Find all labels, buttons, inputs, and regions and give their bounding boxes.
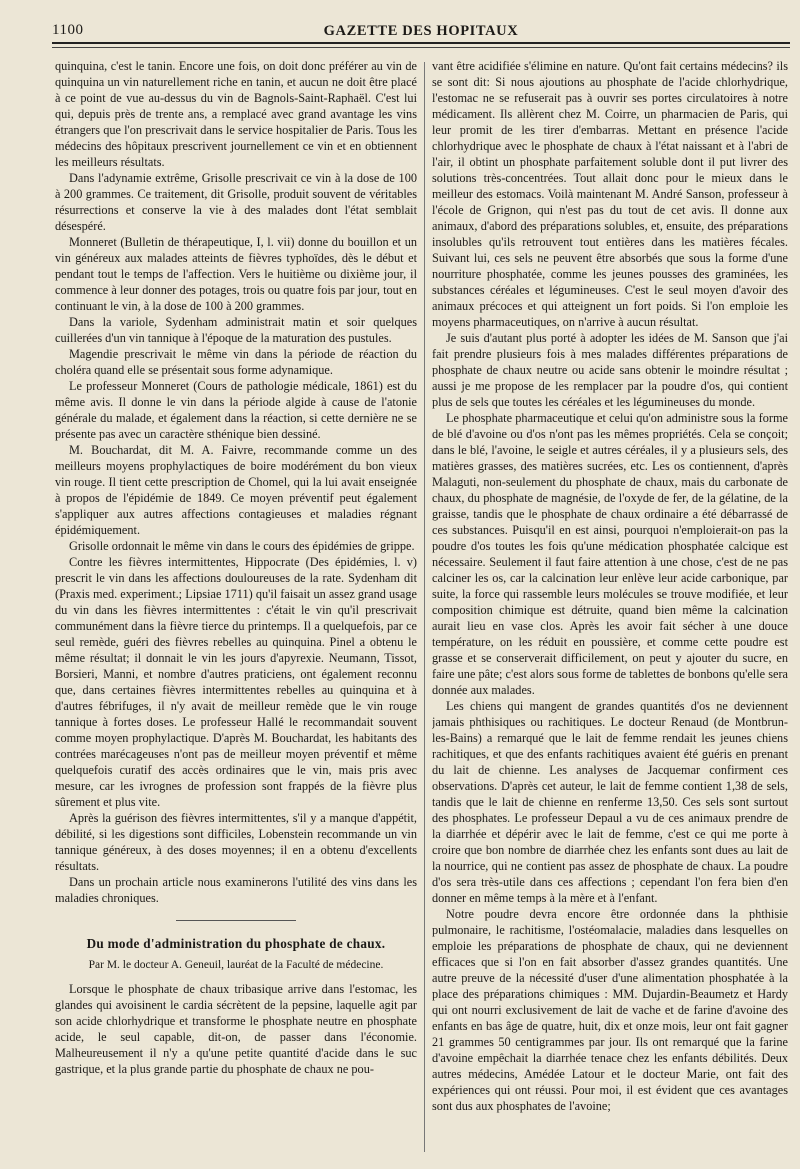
- left-column: [55, 58, 417, 1158]
- header-rule-thin: [52, 47, 790, 48]
- left-paragraph: Après la guérison des fièvres intermittentes, s'il y a manque d'appétit, débilité, si les digestions sont difficiles, Lobenstein recommande un vin tannique généreux, à des doses moyennes; il en a obtenu d'excellents résultats.: [55, 811, 417, 873]
- section-separator: [176, 920, 296, 921]
- right-paragraph: Le phosphate pharmaceutique et celui qu'on administre sous la forme de blé d'avoine ou d'os n'ont pas les mêmes propriétés. Cela se conçoit; dans le blé, l'avoine, le seigle et autres céréales, il y a plusieurs sels, des matières grasses, des matières sucrées, etc. Les os contiennent, d'après Malaguti, non-seulement du phosphate de chaux, mais du carbonate de chaux, du phosphate de magnésie, de l'oxyde de fer, de la gélatine, de la graisse, tandis que le phosphate de chaux ordinaire a été débarrassé de ces substances. Puisqu'il en est ainsi, pourquoi n'emploierait-on pas la poudre d'os toutes les fois qu'une médication phosphatée calcique est nécessaire. Seulement il faut faire attention à une chose, c'est de ne pas calciner les os, car la calcination leur enlève leur acide carbonique, par suite, la force qui rassemble leurs molécules se trouve modifiée, et leur composition chimique est détruite, quand bien même la calcination aurait lieu en vase clos. Après les avoir fait sécher à une douce température, on les réduit en poussière, et comme cette poudre est grasse et se conserverait difficilement, on peut y ajouter du sucre, en faire une pâte; c'est alors sous forme de tablettes de bonbons qu'elle sera donnée aux malades.: [432, 411, 788, 697]
- left-paragraph: Grisolle ordonnait le même vin dans le cours des épidémies de grippe.: [69, 539, 415, 553]
- column-divider: [424, 62, 425, 1152]
- article-byline: Par M. le docteur A. Geneuil, lauréat de la Faculté de médecine.: [88, 959, 384, 971]
- page-number: 1100: [52, 22, 84, 38]
- right-paragraph: Je suis d'autant plus porté à adopter les idées de M. Sanson que j'ai fait prendre plusieurs fois à mes malades différentes préparations de phosphate de chaux neutre ou acide sans obtenir le moindre résultat ; aussi je me propose de les remplacer par la poudre d'os, qui contient plus de sels que toutes les céréales et les légumineuses du monde.: [432, 331, 788, 409]
- left-paragraph: Dans la variole, Sydenham administrait matin et soir quelques cuillerées d'un vin tannique à l'époque de la maturation des pustules.: [55, 315, 417, 345]
- right-column: [432, 58, 788, 1158]
- header-rule-thick: [52, 42, 790, 44]
- left-paragraph: Contre les fièvres intermittentes, Hippocrate (Des épidémies, l. v) prescrit le vin dans les affections douloureuses de la rate. Sydenham dit (Praxis med. experiment.; Lipsiae 1711) qu'il faisait un assez grand usage du vin dans les fièvres intermittentes : c'était le vin qu'il prescrivait communément dans la fièvre tierce du printemps. Il a quelquefois, par ce seul remède, guéri des fièvres rebelles au quinquina. Pinel a obtenu le même résultat; il donnait le vin les jours d'apyrexie. Neumann, Tissot, Borsieri, Manni, et nombre d'autres praticiens, ont également reconnu que, dans certaines fièvres intermittentes rebelles au quinquina et à d'autres fébrifuges, il n'y avait de meilleur remède que le vin rouge tannique à fortes doses. Le professeur Hallé le recommandait souvent comme moyen prophylactique. D'après M. Bouchardat, les habitants des contrées marécageuses n'ont pas de meilleur moyen préventif et même quelquefois curatif des accès ordinaires que le vin, mais pris avec mesure, car les ivrognes de profession sont frappés de la fièvre plus sûrement et plus vite.: [55, 555, 417, 809]
- left-paragraph: quinquina, c'est le tanin. Encore une fois, on doit donc préférer au vin de quinquina un vin naturellement riche en tanin, et aucun ne doit être placé à ce point de vue au-dessus du vin de Bagnols-Saint-Raphaël. C'est lui qui, depuis près de trente ans, a remplacé avec grand avantage les vins étrangers que l'on prescrivait dans le service hospitalier de Paris. Tous les médecins des hôpitaux prescrivent journellement ce vin et en obtiennent les meilleurs résultats.: [55, 59, 417, 169]
- section-paragraph: Lorsque le phosphate de chaux tribasique arrive dans l'estomac, les glandes qui avoisinent le cardia sécrètent de la pepsine, laquelle agit par son acide chlorhydrique et transforme le phosphate neutre en phosphate acide, le seul capable, dit-on, de passer dans l'économie. Malheureusement il n'y a qu'une petite quantité d'acide dans le suc gastrique, et la plus grande partie du phosphate de chaux ne pou-: [55, 982, 417, 1076]
- right-paragraph: vant être acidifiée s'élimine en nature. Qu'ont fait certains médecins? ils se sont dit: Si nous ajoutions au phosphate de l'acide chlorhydrique, l'estomac ne se refuserait pas à ouvrir ses portes circulatoires à notre médicament. Ils allèrent chez M. Coirre, un pharmacien de Paris, qui leur promit de les tirer d'embarras. Mettant en présence l'acide chlorhydrique avec le phosphate de chaux à l'état naissant et à l'abri de l'air, il obtint un phosphate parfaitement soluble dont il put livrer des solutions très-concentrées. Tout allait donc pour le mieux dans le meilleur des estomacs. Voilà maintenant M. André Sanson, professeur à l'école de Grignon, qui n'est pas du tout de cet avis. Il donne aux animaux, d'abord des préparations solubles, et, ensuite, des préparations insolubles qu'ils retrouvent tout entières dans les matières fécales. Suivant lui, ces sels ne peuvent être absorbés que sous la forme d'une nourriture phosphatée, comme les jeunes pousses des graminées, les substances céréales et légumineuses. C'est le seul moyen d'avoir des animaux précoces et qui atteignent un fort poids. Si l'on emploie les moyens pharmaceutiques, on n'arrive à aucun résultat.: [432, 59, 788, 329]
- left-paragraph: Dans l'adynamie extrême, Grisolle prescrivait ce vin à la dose de 100 à 200 grammes. Ce traitement, dit Grisolle, produit souvent de véritables résurrections et conserve la vie à des malades dont l'état semblait désespéré.: [55, 171, 417, 233]
- left-paragraph: M. Bouchardat, dit M. A. Faivre, recommande comme un des meilleurs moyens prophylactiques de boire modérément du bon vieux vin rouge. Il tient cette prescription de Chomel, qui la lui avait enseignée à propos de l'épidémie de 1849. Ce moyen préventif peut également s'appliquer aux autres affections contagieuses et maladies régnant épidémiquement.: [55, 443, 417, 537]
- section-title: Du mode d'administration du phosphate de chaux.: [86, 936, 386, 951]
- right-paragraph: Les chiens qui mangent de grandes quantités d'os ne deviennent jamais phthisiques ou rachitiques. Le docteur Renaud (de Montbrun-les-Bains) a remarqué que le lait de femme rendait les jeunes chiens rachitiques, et que des enfants rachitiques avaient été guéris en prenant du lait de chienne. Les analyses de Jacquemar confirment ces observations. D'après cet auteur, le lait de femme contient 1,38 de sels, tandis que le lait de chienne en renferme 13,50. Ces sels sont surtout des phosphates. Le professeur Depaul a vu de ces animaux prendre de la diarrhée et dépérir avec le lait de femme, c'est ce qui me porte à croire que bon nombre de diarrhée chez les enfants sont dues au lait de la nourrice, qui ne contient pas assez de phosphate de chaux. La poudre d'os sera très-utile dans ces affections ; cependant l'on fera bien d'en donner en même temps à la mère et à l'enfant.: [432, 699, 788, 905]
- page-header: [52, 20, 790, 42]
- right-paragraph: Notre poudre devra encore être ordonnée dans la phthisie pulmonaire, le rachitisme, l'ostéomalacie, maladies dans lesquelles on emploie les préparations de phosphate de chaux, qui ne deviennent efficaces que si l'on en fait absorber d'assez grandes quantités. Une autre preuve de la nécessité d'user d'une alimentation phosphatée à la place des préparations chimiques : MM. Dujardin-Beaumetz et Hardy qui ont nourri exclusivement de lait de vache et de farine d'avoine des enfants en bas âge de quatre, huit, dix et onze mois, leur ont fait gagner 21 grammes 50 centigrammes par jour. Ils ont remarqué que la farine d'avoine empêchait la diarrhée tenace chez les enfants débilités. Deux autres médecins, Amédée Latour et le docteur Marie, ont fait des expériences qui ont réussi. Pour moi, il est évident que ces avantages sont dus aux phosphates de l'avoine;: [432, 907, 788, 1113]
- left-paragraph: Magendie prescrivait le même vin dans la période de réaction du choléra quand elle se présentait sous forme adynamique.: [55, 347, 417, 377]
- left-paragraph: Dans un prochain article nous examinerons l'utilité des vins dans les maladies chroniques.: [55, 875, 417, 905]
- left-paragraph: Le professeur Monneret (Cours de pathologie médicale, 1861) est du même avis. Il donne le vin dans la période algide à cause de l'atonie générale du malade, et également dans la réaction, si cette dernière ne se présente pas avec un caractère sthénique bien dessiné.: [55, 379, 417, 441]
- left-paragraph: Monneret (Bulletin de thérapeutique, I, l. vii) donne du bouillon et un vin généreux aux malades atteints de fièvres typhoïdes, dès le début et pendant tout le temps de l'affection. Vers le huitième ou dixième jour, il commence à leur donner des potages, trois ou quatre fois par jour, tout en continuant le vin, à la dose de 100 à 200 grammes.: [55, 235, 417, 313]
- journal-title: GAZETTE DES HOPITAUX: [323, 23, 519, 39]
